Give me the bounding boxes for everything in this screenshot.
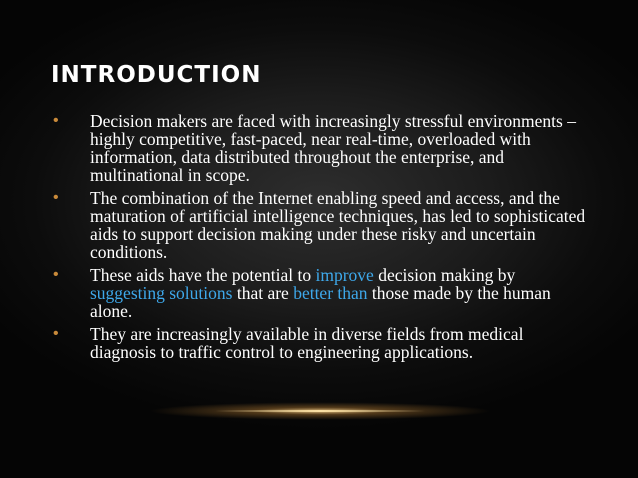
bullet-text: The combination of the Internet enabling speed and access, and the maturation of artificial intelligence techniques, has led to sophisticated aids to support decision making under these risky and uncertain conditions.: [90, 188, 586, 262]
bullet-text: Decision makers are faced with increasingly stressful environments – highly competitive, fast-paced, near real-time, overloaded with information, data distributed throughout the enterprise, and multinational in scope.: [90, 111, 576, 185]
bullet-text-segment: those made by the human alone.: [90, 283, 551, 321]
bullet-item: [51, 325, 591, 361]
bullet-item: [51, 189, 591, 261]
decorative-glow-line: [215, 410, 425, 412]
decorative-glow: [150, 395, 490, 435]
bullet-icon: •: [53, 189, 59, 206]
highlight-better-than: better than: [293, 283, 368, 303]
highlight-suggesting-solutions: suggesting solutions: [90, 283, 233, 303]
bullet-icon: •: [53, 112, 59, 129]
bullet-item: [51, 266, 591, 320]
bullet-text-segment: that are: [232, 283, 294, 303]
bullet-item: [51, 112, 591, 184]
slide-title: INTRODUCTION: [51, 62, 262, 88]
highlight-improve: improve: [315, 265, 374, 285]
bullet-icon: •: [53, 266, 59, 283]
bullet-icon: •: [53, 325, 59, 342]
bullet-text-segment: These aids have the potential to: [90, 265, 316, 285]
bullet-text-segment: decision making by: [373, 265, 516, 285]
bullet-text: They are increasingly available in diverse fields from medical diagnosis to traffic control to engineering applications.: [90, 324, 524, 362]
bullet-list: [51, 112, 591, 366]
